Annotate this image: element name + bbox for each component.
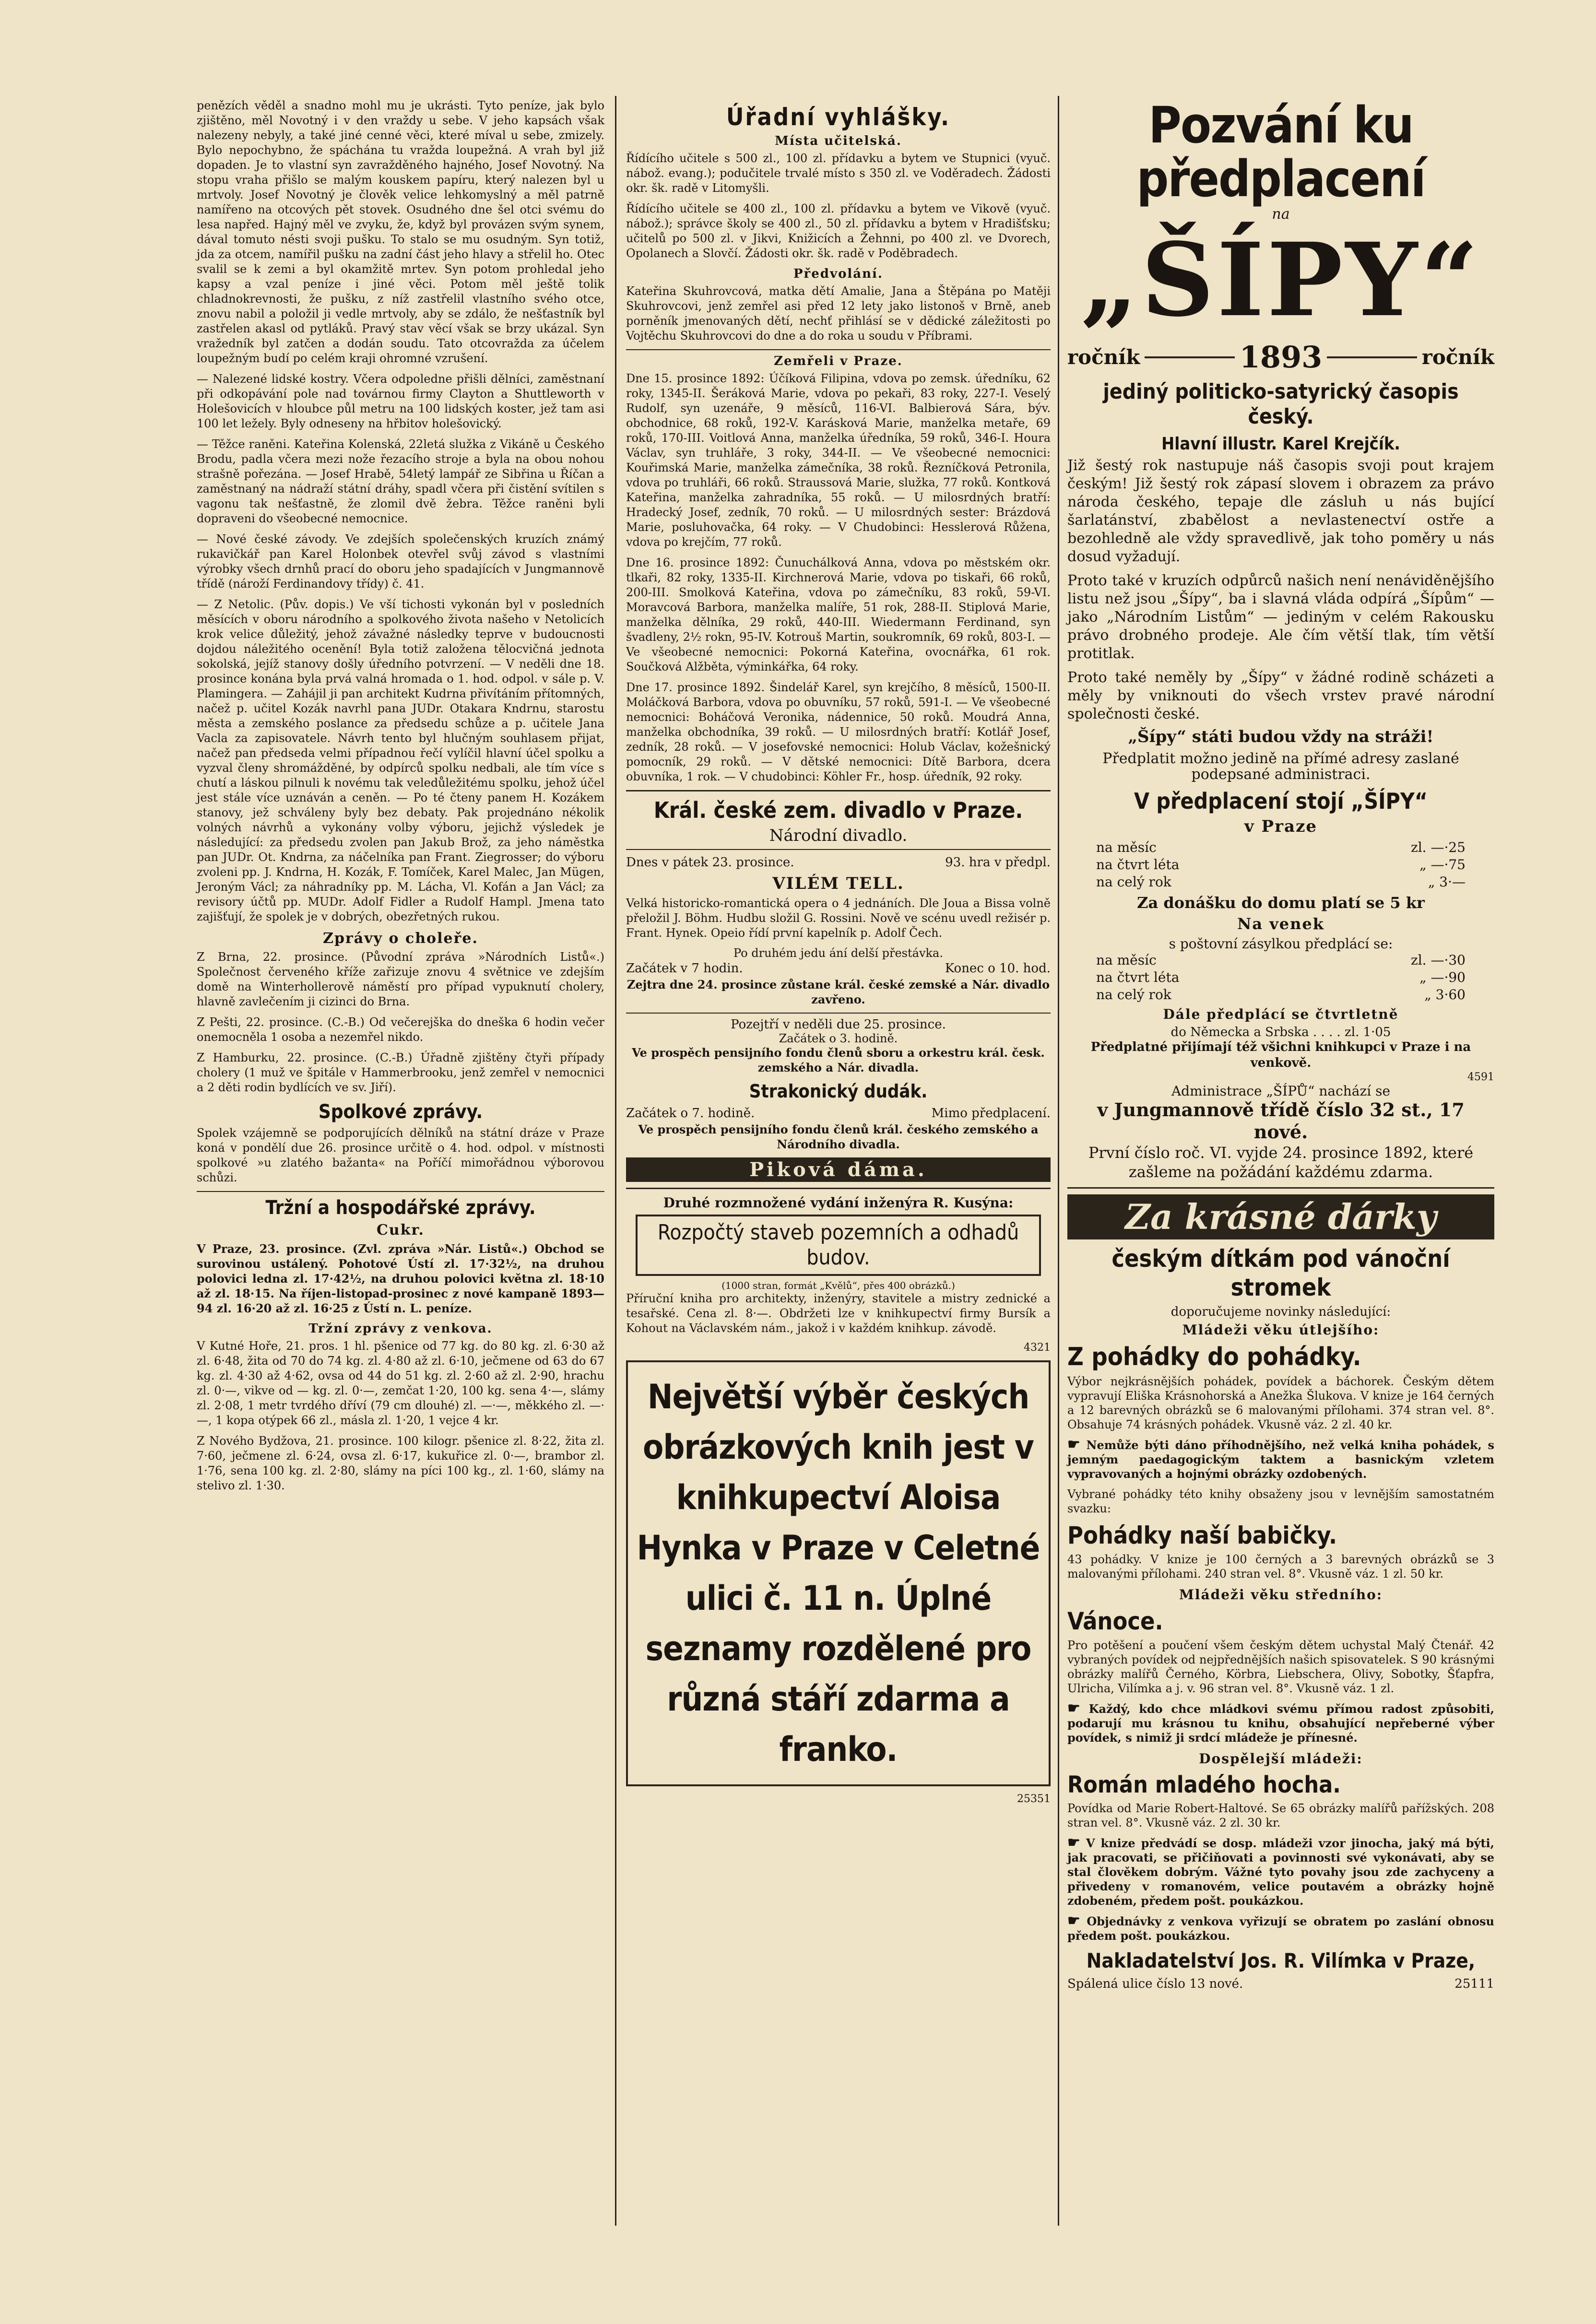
theatre-heading: Král. české zem. divadlo v Praze. xyxy=(653,797,1023,823)
young-heading: Mládeži věku útlejšího: xyxy=(1182,1322,1380,1338)
price-row xyxy=(1067,873,1494,891)
fairytale-praise xyxy=(1067,1438,1494,1481)
teacher-post-2: Řídícího učitele se 400 zl., 100 zl. přídavku a bytem ve Vikově (vyuč. nábož.); správce školy se 400 zl., 50 zl. přídavku a bytem v Hradišťsku; učitelů po 500 zl. v Jikvi, Knižicích a Žehnni, po 400 zl. ve Dvorech, Opolanech a Slovčí. Žádosti okr. šk. radě v Poděbradech. xyxy=(626,202,1051,260)
price-row xyxy=(1067,839,1494,856)
band-line xyxy=(1145,356,1234,358)
times-line xyxy=(626,960,1051,977)
sipy-slogan: „Šípy“ státi budou vždy na stráži! xyxy=(1128,727,1434,746)
cholera-heading: Zprávy o choleře. xyxy=(323,930,478,947)
kusyn-text: Příruční kniha pro architekty, inženýry, stavitele a mistry zednické a tesařské. Cena zl. 8·—. Obdržeti lze v knihkupectví firmy Bursík a Kohout na Václavském nám., jakož i v každém knihkup. závodě. xyxy=(626,1292,1051,1335)
prague-heading: v Praze xyxy=(1244,817,1318,836)
publisher-address: Spálená ulice číslo 13 nové. xyxy=(1067,1977,1243,1991)
publisher: Nakladatelství Jos. R. Vilímka v Praze, xyxy=(1086,1949,1476,1972)
fairytale-book-title: Z pohádky do pohádky. xyxy=(1067,1343,1361,1371)
article-murder: penězích věděl a snadno mohl mu je ukrásti. Tyto peníze, jak bylo zjištěno, měl Novotný i v den vraždy u sebe. V jeho kapsách však nalezeny nebyly, a také jiné cenné věci, které míval u sebe, zmizely. Bylo nepochybno, že spáchána tu vražda loupežná. A vrah byl již dopaden. Je to vlastní syn zavražděného hajného, Josef Novotný. Na stopu vraha přišlo se malým kouskem papíru, který nalezen byl u mrtvoly. Josef Novotný je člověk velice lehkomyslný a měl patrně namířeno na otcových pět stovek. Osudného dne šel otci svému do lesa napřed. Hajný měl ve zvyku, že, když byl provázen svým synem, dával tomuto nésti svoji pušku. To stalo se mu osudným. Syn totiž, jda za otcem, namířil pušku na zadní část jeho hlavy a střelil ho. Otec svalil se k zemi a byl okamžitě mrtev. Syn potom prohledal jeho kapsy a vzal peníze i jiné věci. Potom měl ještě tolik chladnokrevnosti, že pušku, z níž zastřelil vlastního svého otce, znovu nabil a položil ji vedle mrtvoly, aby se zdálo, že nešťastník byl zastřelen akasl od pytláků. Pravý stav věcí však se brzy ukázal. Syn vražedník byl zatčen a dodán soudu. Tato otcovražda za účelem loupežným budí po celém kraji ohromné vzrušení. xyxy=(197,99,604,365)
booksellers-accept: Předplatné přijímají též všichni knihkupci v Praze i na venkově. xyxy=(1090,1040,1471,1070)
volume-left: ročník xyxy=(1067,345,1140,369)
price-value: „ —·90 xyxy=(1419,969,1466,985)
market-news-heading: Tržní a hospodářské zprávy. xyxy=(265,1197,536,1219)
divider xyxy=(197,1191,604,1192)
price-row xyxy=(1067,986,1494,1003)
price-row xyxy=(1067,856,1494,873)
official-notices-heading: Úřadní vyhlášky. xyxy=(726,103,951,131)
deaths-dec-15: Dne 15. prosince 1892: Účíková Filipina, vdova po zemsk. úředníku, 62 roky, 1345-II. Šeráková Marie, vdova po pekaři, 83 roky, 227-I. Veselý Rudolf, syn uzenáře, 9 měsíců, 116-VI. Balbierová Sára, býv. obchodnice, 68 roků, 192-V. Karásková Marie, manželka metaře, 69 roků, 170-III. Voitlová Anna, manželka úředníka, 59 roků, 346-I. Houra Václav, syn truhláře, 3 roky, 344-II. — Ve všeobecné nemocnici: Kouřimská Marie, manželka zámečníka, 38 roků. Řezníčková Petronila, vdova po truhláři, 66 roků. Straussová Marie, služka, 77 roků. Kontková Kateřina, manželka zahradníka, 55 roků. — U milosrdných bratří: Hradecký Josef, zedník, 70 roků. — U milosrdných sester: Brázdová Marie, posluhovačka, 64 roky. — V Chudobinci: Hesslerová Růžena, vdova po krejčím, 77 roků. xyxy=(626,372,1051,549)
chief-illustrator: Hlavní illustr. Karel Krejčík. xyxy=(1161,434,1400,454)
teacher-post-1: Řídícího učitele s 500 zl., 100 zl. přídavku a bytem ve Stupnici (vyuč. nábož. evang.); podučitele trvalé místo s 350 zl. ve Voděradech. Žádosti okr. šk. radě v Litomyšli. xyxy=(626,152,1051,195)
pointing-hand-icon: ☛ xyxy=(1067,1912,1080,1929)
market-novy-bydzov: Z Nového Bydžova, 21. prosince. 100 kilogr. pšenice zl. 8·22, žita zl. 7·60, ječmene zl. 6·24, ovsa zl. 6·17, kukuřice zl. 0·—, brambor zl. 1·76, sena 100 kg. zl. 2·80, slámy na píci 100 kg., zl. 1·60, slámy na stelivo zl. 1·30. xyxy=(197,1434,604,1492)
pointing-hand-icon: ☛ xyxy=(1067,1834,1080,1851)
start-3pm: Začátek o 3. hodině. xyxy=(779,1032,898,1045)
deaths-dec-17: Dne 17. prosince 1892. Šindelář Karel, syn krejčího, 8 měsíců, 1500-II. Moláčková Barbora, vdova po obuvníku, 57 roků, 591-I. — Ve všeobecné nemocnici: Boháčová Veronika, nádennice, 50 roků. Moudrá Anna, manželka obchodníka, 39 roků. — U milosrdných bratří: Kotlář Josef, zedník, 28 roků. — V josefovské nemocnici: Holub Václav, kožešnický pomocník, 29 roků. — V dětské nemocnici: Dítě Barbora, dcera obuvníka, 1 rok. — V chudobinci: Köhler Fr., hosp. úředník, 92 roky. xyxy=(626,681,1051,783)
older-youth-heading: Dospělejší mládeži: xyxy=(1199,1751,1363,1767)
pikova-title: Piková dáma. xyxy=(626,1157,1051,1182)
germany-price: do Německa a Srbska . . . . zl. 1·05 xyxy=(1170,1025,1391,1039)
hynek-ad xyxy=(626,1360,1051,1786)
sipy-logo: „ŠÍPY“ xyxy=(1080,221,1481,339)
sunday-performance: Pozejtří v neděli due 25. prosince. xyxy=(731,1017,946,1032)
ad-number: 25111 xyxy=(1454,1977,1494,1991)
price-label: na celý rok xyxy=(1096,874,1171,890)
hynek-ad-text: Největší výběr českých obrázkových knih jest v knihkupectví Aloisa Hynka v Praze v Celetné ulici č. 11 n. Úplné seznamy rozdělené pro různá stáří zdarma a franko. xyxy=(637,1377,1040,1769)
column-advertisements xyxy=(1067,98,1494,1993)
price-value: „ 3·— xyxy=(1428,874,1466,890)
article-injured: — Těžce raněni. Kateřina Kolenská, 22letá služka z Vikáně u Českého Brodu, padla včera mezi nože řezacího stroje a byla na obou nohou strašně pořezána. — Josef Hrabě, 54letý lampář ze Sibřina u Říčan a zaměstnaný na nádraží státní dráhy, spadl včera při čistění svítilen s vagonu tak nešťastně, že zlomil dvě žebra. Těžce raněni byli dopraveni do všeobecné nemocnice. xyxy=(197,437,604,525)
volume-right: ročník xyxy=(1421,345,1494,369)
dudak-times xyxy=(626,1105,1051,1122)
boy-novel-note xyxy=(1067,1836,1494,1908)
intermission: Po druhém jedu ání delší přestávka. xyxy=(733,946,943,960)
everyone-note-text: Každý, kdo chce mládkovi svému přímou radost způsobiti, podarují mu krásnou tu knihu, obsahující nepřeberné výber povídek, s nimiž ji srdcí mládeže je přínesné. xyxy=(1067,1702,1494,1745)
price-value: zl. —·25 xyxy=(1410,839,1466,855)
subscription-price-heading: V předplacení stojí „ŠÍPY“ xyxy=(1134,788,1428,814)
publisher-address-line xyxy=(1067,1975,1494,1993)
article-skeletons: — Nalezené lidské kostry. Včera odpoledne přišli dělníci, zaměstnaní při odkopávání pole nad továrnou firmy Clayton a Shuttleworth v Holešovicích v hloubce půl metru na 100 lidských koster, jež tam asi 100 let ležely. Byly odneseny na hřbitov holešovický. xyxy=(197,372,604,430)
divider xyxy=(626,1013,1051,1014)
ad-number: 4591 xyxy=(1467,1071,1494,1083)
pension-fund-1: Ve prospěch pensijního fondu členů sboru a orkestru král. česk. zemského a Nár. divadla. xyxy=(632,1046,1045,1074)
sugar-report: V Praze, 23. prosince. (Zvl. zpráva »Nár. Listů«.) Obchod se surovinou ustálený. Pohotové Ústí zl. 17·32½, na druhou polovici ledna zl. 17·42½, na druhou polovici května zl. 18·10 až zl. 18·15. Na říjen-listopad-prosinec z nové kampaně 1893—94 zl. 16·20 až zl. 16·25 z Ústí n. L. peníze. xyxy=(197,1242,604,1315)
club-news-text: Spolek vzájemně se podporujících dělníků na státní dráze v Praze koná v pondělí due 26. prosince určitě o 4. hod. odpol. v místnosti spolkové »u zlatého bažanta« na Poříčí mimořádnou výborovou schůzi. xyxy=(197,1126,604,1184)
closed-notice: Zejtra dne 24. prosince zůstane král. české zemské a Nár. divadlo zavřeno. xyxy=(627,978,1050,1006)
grandma-book-text: 43 pohádky. V knize je 100 černých a 3 barevných obrázků se 3 malovanými přílohami. 240 stran vel. 8°. Vkusně váz. 1 zl. 50 kr. xyxy=(1067,1553,1494,1581)
divider xyxy=(626,349,1051,350)
administration-address: v Jungmannově třídě číslo 32 st., 17 nové. xyxy=(1097,1099,1465,1143)
club-news-heading: Spolkové zprávy. xyxy=(318,1101,483,1123)
performance-date: Dnes v pátek 23. prosince. xyxy=(626,855,794,870)
price-label: na měsíc xyxy=(1096,952,1157,968)
postal-note: s poštovní zásylkou předplácí se: xyxy=(1169,936,1393,952)
selected-tales: Vybrané pohádky této knihy obsaženy jsou v levnějším samostatném svazku: xyxy=(1067,1487,1494,1515)
middle-age-heading: Mládeži věku středního: xyxy=(1179,1587,1383,1603)
deaths-heading: Zemřeli v Praze. xyxy=(774,354,903,368)
kusyn-title-text: Rozpočtý staveb pozemních a odhadů budov. xyxy=(657,1220,1019,1270)
na-label: na xyxy=(1272,206,1290,223)
end-time: Konec o 10. hod. xyxy=(945,961,1051,976)
national-theatre: Národní divadlo. xyxy=(769,826,908,845)
first-issue: První číslo roč. VI. vyjde 24. prosince 1892, které zašleme na požádání každému zdarma. xyxy=(1088,1144,1474,1181)
price-value: zl. —·30 xyxy=(1410,952,1466,968)
market-kutna-hora: V Kutné Hoře, 21. pros. 1 hl. pšenice od 77 kg. do 80 kg. zl. 6·30 až zl. 6·48, žita od 70 do 74 kg. zl. 4·80 až zl. 6·10, ječmene od 63 do 67 kg. zl. 4·30 až 4·62, ovsa od 44 do 51 kg. zl. 2·60 až zl. 2·90, hrachu zl. 0·—, vikve od — kg. zl. 0·—, zemčat 1·20, 100 kg. sena 4·—, slámy zl. 2·08, 1 metr tvrdého dříví (79 cm dlouhé) zl. —·—, měkkého zl. —·—, 1 kopa otýpek 66 zl., másla zl. 1·20, 1 vejce 4 kr. xyxy=(197,1339,604,1427)
cholera-pest: Z Pešti, 22. prosince. (C.-B.) Od večerejška do dneška 6 hodin večer onemocněla 1 osoba a nezemřel nikdo. xyxy=(197,1015,604,1044)
price-label: na celý rok xyxy=(1096,987,1171,1003)
sipy-text-2: Proto také v kruzích odpůrců našich není nenáviděnějšího listu než jsou „Šípy“, ba i slavná vláda odpírá „Šípům“ — jako „Národním Listům“ — jediným v celém Rakousku právo drobného prodeje. Ale čím větší tlak, tím větší protitlak. xyxy=(1067,572,1494,662)
band-line xyxy=(1327,356,1417,358)
pension-fund-2: Ve prospěch pensijního fondu členů král. českého zemského a Národního divadla. xyxy=(638,1122,1039,1151)
delivery-fee: Za donášku do domu platí se 5 kr xyxy=(1137,894,1425,912)
divider xyxy=(626,790,1051,791)
sugar-heading: Cukr. xyxy=(377,1222,425,1239)
country-markets-heading: Tržní zprávy z venkova. xyxy=(308,1321,493,1336)
price-label: na čtvrt léta xyxy=(1096,969,1180,985)
pointing-hand-icon: ☛ xyxy=(1067,1436,1080,1453)
teacher-posts-heading: Místa učitelská. xyxy=(775,134,902,148)
column-news xyxy=(197,98,604,1499)
price-label: na měsíc xyxy=(1096,839,1157,855)
recommend: doporučujeme novinky následující: xyxy=(1170,1305,1391,1319)
volume-year: 1893 xyxy=(1239,340,1323,375)
price-row xyxy=(1067,969,1494,986)
ad-number: 4321 xyxy=(1024,1342,1051,1354)
kusyn-subtitle: (1000 stran, formát „Kvělů“, přes 400 obrázků.) xyxy=(721,1280,955,1291)
divider xyxy=(626,1188,1051,1189)
boy-novel-text: Povídka od Marie Robert-Haltové. Se 65 obrázky malířů pařížských. 208 stran vel. 8°. Vkusně váz. 2 zl. 30 kr. xyxy=(1067,1802,1494,1829)
fairytale-book-text: Výbor nejkrásnějších pohádek, povídek a báchorek. Českým dětem vypravují Eliška Krásnohorská a Anežka Šlukova. V knize je 164 černých a 12 barevných obrázků se 6 malovanými přílohami. 374 stran vel. 8°. Obsahuje 74 krásných pohádek. Vkusně váz. 2 zl. 40 kr. xyxy=(1067,1375,1494,1431)
start-time: Začátek v 7 hodin. xyxy=(626,961,743,976)
orders xyxy=(1067,1914,1494,1943)
boy-novel-title: Román mladého hocha. xyxy=(1067,1771,1341,1798)
column-notices xyxy=(626,98,1051,1805)
kusyn-heading: Druhé rozmnožené vydání inženýra R. Kusýna: xyxy=(663,1195,1014,1211)
grandma-book-title: Pohádky naší babičky. xyxy=(1067,1522,1337,1549)
fairytale-praise-text: Nemůže býti dáno příhodnějšího, než velká kniha pohádek, s jemným paedagogickým taktem a basnickým vzletem vypravovaných a hojnými obrázky ozdobených. xyxy=(1067,1438,1495,1481)
only-satirical: jediný politicko-satyrický časopis český. xyxy=(1103,379,1459,429)
volume-band xyxy=(1067,340,1494,375)
opera-description: Velká historicko-romantická opera o 4 jednáních. Dle Joua a Bissa volně přeložil J. Böhm. Hudbu složil G. Rossini. Nově ve scénu uvedl režisér p. Frant. Hynek. Opeio řídí první kapelník p. Adolf Čech. xyxy=(626,897,1051,940)
divider xyxy=(626,849,1051,850)
boy-novel-note-text: V knize předvádí se dosp. mládeži vzor jinocha, jaký má býti, jak pracovati, se přičiňovati a povinnosti své vykonávati, aby se stal člověkem dobrým. Vážné tyto povahy jsou zde zachyceny a přivedeny v romanovém, velice poutavém a obrázky hojně zdobeném, předem pošt. poukázkou. xyxy=(1067,1836,1494,1908)
non-subscription: Mimo předplacení. xyxy=(931,1106,1051,1121)
divider xyxy=(1067,1187,1494,1189)
kusyn-book-title xyxy=(636,1215,1041,1276)
opera-title: VILÉM TELL. xyxy=(772,874,904,893)
sipy-text-1: Již šestý rok nastupuje náš časopis svoji pout krajem českým! Již šestý rok zápasí slovem i obrazem za právo národa českého, tepaje dle zásluh u nás bující šarlatánství, zbabělost a nevlastenectví ostře a bezohledně ale vždy spravedlivě, jak toho poměry u nás dosud vyžadují. xyxy=(1067,457,1494,565)
pointing-hand-icon: ☛ xyxy=(1067,1700,1080,1717)
christmas-tree-heading: českým dítkám pod vánoční stromek xyxy=(1111,1245,1450,1301)
subscription-invitation: Pozvání ku předplacení xyxy=(1136,96,1425,208)
ad-number: 25351 xyxy=(1017,1793,1051,1805)
summons-heading: Předvolání. xyxy=(793,267,883,281)
outside-heading: Na venek xyxy=(1237,915,1324,933)
price-label: na čtvrt léta xyxy=(1096,857,1180,873)
quarterly-heading: Dále předplácí se čtvrtletně xyxy=(1163,1006,1399,1022)
sipy-text-3: Proto také neměly by „Šípy“ v žádné rodině scházeti a měly by vniknouti do všech vrstev pravé národní společnosti české. xyxy=(1067,669,1494,722)
deaths-dec-16: Dne 16. prosince 1892: Čunuchálková Anna, vdova po městském okr. tlkaři, 82 roky, 1335-II. Kirchnerová Marie, vdova po tiskaři, 66 roků, 200-III. Smolková Kateřina, vdova po zámečníku, 83 roků, 59-VI. Moravcová Barbora, manželka malíře, 51 rok, 288-II. Stiplová Marie, manželka dělníka, 29 roků, 440-III. Wiedermann Ferdinand, syn švadleny, 2½ rokn, 95-IV. Kotrouš Martin, soukromník, 69 roků, 803-I. — Ve všeobecné nemocnici: Pokorná Kateřina, ovocnářka, 61 rok. Součková Alžběta, výminkářka, 64 roky. xyxy=(626,556,1051,673)
price-value: „ 3·60 xyxy=(1424,987,1466,1003)
price-value: „ —·75 xyxy=(1419,857,1466,873)
performance-number: 93. hra v předpl. xyxy=(945,855,1051,870)
start-7pm: Začátek o 7. hodině. xyxy=(626,1106,755,1121)
performance-line xyxy=(626,854,1051,871)
article-new-factories: — Nové české závody. Ve zdejších společenských kruzích známý rukavičkář pan Karel Holonbek otevřel svůj závod s vlastními výrobky všech drnhů prací do oboru jeho spadajících v Jungmannově třídě (nároží Ferdinandovy třídy) č. 41. xyxy=(197,532,604,590)
orders-text: Objednávky z venkova vyřizují se obratem po zaslání obnosu předem pošt. poukázkou. xyxy=(1067,1914,1494,1943)
christmas-gifts-heading: Za krásné dárky xyxy=(1067,1194,1494,1239)
everyone-note xyxy=(1067,1701,1494,1745)
sipy-direct: Předplatit možno jedině na přímé adresy zaslané podepsané administraci. xyxy=(1102,750,1459,783)
price-row xyxy=(1067,952,1494,969)
cholera-hamburg: Z Hamburku, 22. prosince. (C.-B.) Úřadně zjištěny čtyři případy cholery (1 muž ve špitále v Hammerbrooku, jenž zemřel v nemocnici a 2 děti rodin bydlících ve sv. Jiří). xyxy=(197,1051,604,1094)
christmas-book-title: Vánoce. xyxy=(1067,1607,1163,1635)
administration: Administrace „ŠÍPŮ“ nachází se xyxy=(1171,1083,1391,1099)
summons-text: Kateřina Skuhrovcová, matka dětí Amalie, Jana a Štěpána po Matěji Skuhrovcovi, jenž zemřel asi před 12 lety jako listonoš v Brně, aneb porněník jmenovaných dětí, nechť přihlásí se v dědické záležitosti po Vojtěchu Skuhrovcovi do dne a do roka u soudu v Příbrami. xyxy=(626,284,1051,342)
cholera-brno: Z Brna, 22. prosince. (Původní zpráva »Národních Listů«.) Společnost červeného kříže zařizuje znovu 4 světnice ve zdejším domě na Winterhollerově náměstí pro případ vypuknutí cholery, hlavně zavlečením ji cizinci do Brna. xyxy=(197,950,604,1008)
column-rule-1 xyxy=(615,96,616,2226)
article-netolice: — Z Netolic. (Pův. dopis.) Ve vší tichosti vykonán byl v posledních měsících v oboru národního a spolkového života našeho v Netolicích krok velice důležitý, jehož závažné následky teprve v budoucnosti dojdou náležitého ocenění! Byla totiž založena tělocvičná jednota sokolská, jejíž stanovy došly úředního potvrzení. — V neděli dne 18. prosince konána byla prvá valná hromada o 1. hod. odpol. v sále p. V. Plamingera. — Zahájil ji pan architekt Kudrna přivítáním přítomných, načež p. učitel Kozák navrhl pana JUDr. Otakara Kndrnu, starostu města a zemského poslance za předsedu schůze a p. učitele Jana Vacla za zapisovatele. Návrh tento byl hlučným souhlasem přijat, načež pan předseda velmi případnou řečí vylíčil hlavní účel spolku a vyzval členy shromážděné, by odpírců spolku nedbali, ale tím více s chutí a láskou pilnuli k novému tak veledůležitému spolku, jehož účel jest stále více uznáván a ceněn. — Po té čteny panem H. Kozákem stanovy, jež schváleny byly bez debaty. Pak projednáno nékolik volných návrhů a vykonány volby výboru, jejichž výsledek je následující: za předsedu zvolen pan Jakub Brož, za jeho náměstka pan JUDr. Ot. Kndrna, za náčelníka pan Frant. Ziegrosser; do výboru zvoleni pp. J. Kndrna, H. Kozák, F. Tomíček, Karel Malec, Jan Mügen, Jeroným Václ; za náhradníky pp. M. Lácha, Vl. Kofán a Jan Václ; za revisory účtů pp. MUDr. Adolf Fidler a Rudolf Hampl. Jmena tato zajišťují, že spolek je v dobrých, obezřetných rukou. xyxy=(197,598,604,923)
column-rule-2 xyxy=(1058,96,1059,2226)
dudak-title: Strakonický dudák. xyxy=(749,1081,928,1102)
christmas-book-text: Pro potěšení a poučení všem českým dětem uchystal Malý Čtenář. 42 vybraných povídek od nejpřednějších našich spisovatelek. S 90 krásnými obrázky malířů Černého, Körbra, Liebschera, Olivy, Sobotky, Šťapfra, Ulricha, Vilímka a j. v. 96 stran vel. 8°. Vkusně váz. 1 zl. xyxy=(1067,1639,1494,1695)
